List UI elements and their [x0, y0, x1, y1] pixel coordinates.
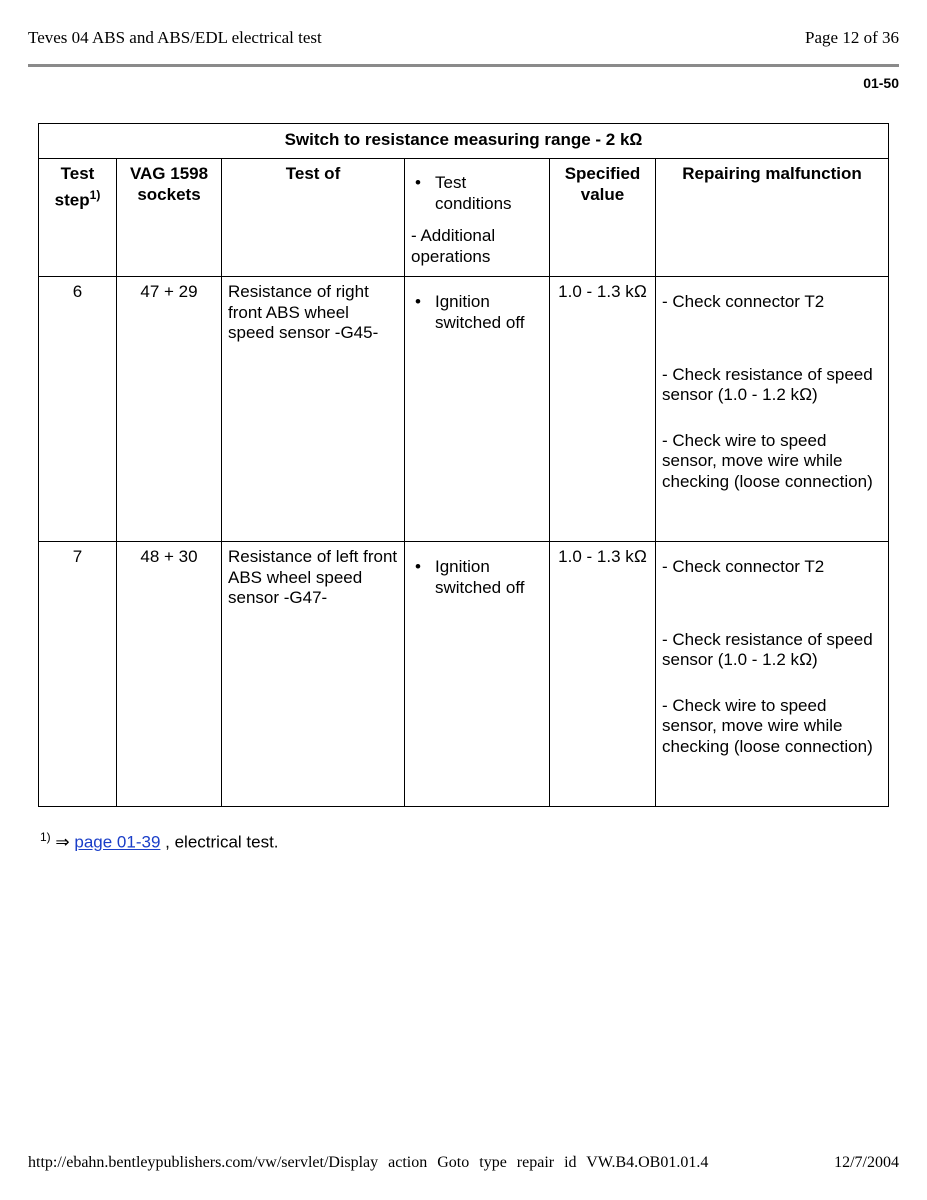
col-sockets: [117, 159, 222, 277]
col-specified: Specified value: [550, 159, 656, 277]
col-test-step: [39, 159, 117, 277]
col-conditions-extra: - Additional operations: [411, 226, 496, 266]
row-specified: 1.0 - 1.3 kΩ: [550, 542, 656, 807]
condition-bullet-item: [411, 557, 543, 598]
row-condition-cell: [405, 277, 550, 542]
bullet-icon: •: [415, 292, 421, 311]
col-test-step-label: Test step: [54, 164, 95, 210]
bullet-icon: •: [415, 557, 421, 576]
row-test-of: Resistance of left front ABS wheel speed sensor -G47-: [222, 542, 405, 807]
footnote: [40, 830, 279, 853]
measuring-range-label: Switch to resistance measuring range - 2 kΩ: [39, 124, 889, 159]
repair-step: - Check resistance of speed sensor (1.0 - 1.2 kΩ): [662, 629, 873, 669]
repair-step: - Check wire to speed sensor, move wire while checking (loose connection): [662, 695, 873, 756]
col-conditions-bullet: Test conditions: [435, 173, 512, 213]
test-table: [38, 123, 889, 807]
document-title: Teves 04 ABS and ABS/EDL electrical test: [28, 28, 322, 47]
row-repair-cell: [656, 542, 889, 807]
table-row: [39, 277, 889, 542]
footer-url: http://ebahn.bentleypublishers.com/vw/servlet/Display action Goto type repair id VW.B4.OB01.01.4: [28, 1154, 709, 1171]
col-sockets-line1: VAG 1598: [129, 164, 209, 183]
col-test-of: Test of: [222, 159, 405, 277]
row-sockets: 47 + 29: [117, 277, 222, 542]
page-number: Page 12 of 36: [805, 28, 899, 47]
header-divider: [28, 64, 899, 67]
condition-bullet-item: [411, 292, 543, 333]
conditions-bullet-item: [411, 173, 543, 214]
footer-date: 12/7/2004: [834, 1154, 899, 1171]
row-condition-cell: [405, 542, 550, 807]
row-condition: Ignition switched off: [435, 292, 525, 332]
row-condition: Ignition switched off: [435, 557, 525, 597]
row-sockets: 48 + 30: [117, 542, 222, 807]
table-row: [39, 542, 889, 807]
footnote-text: , electrical test.: [165, 832, 279, 852]
range-header-row: [39, 124, 889, 159]
repair-step: - Check connector T2: [662, 557, 825, 576]
repair-step: - Check connector T2: [662, 292, 825, 311]
col-sockets-line2: sockets: [137, 184, 201, 204]
col-conditions: [405, 159, 550, 277]
row-test-of: Resistance of right front ABS wheel speed sensor -G45-: [222, 277, 405, 542]
repair-step: - Check resistance of speed sensor (1.0 - 1.2 kΩ): [662, 364, 873, 404]
footnote-ref: 1): [89, 187, 101, 202]
repair-step: - Check wire to speed sensor, move wire while checking (loose connection): [662, 430, 873, 491]
col-repair: Repairing malfunction: [656, 159, 889, 277]
row-step: 7: [39, 542, 117, 807]
section-code: 01-50: [863, 75, 899, 91]
row-step: 6: [39, 277, 117, 542]
page-link[interactable]: page 01-39: [74, 832, 161, 852]
row-repair-cell: [656, 277, 889, 542]
row-specified: 1.0 - 1.3 kΩ: [550, 277, 656, 542]
bullet-icon: •: [415, 173, 421, 192]
column-header-row: [39, 159, 889, 277]
footnote-marker: 1): [40, 830, 51, 844]
arrow-icon: ⇒: [55, 832, 70, 852]
